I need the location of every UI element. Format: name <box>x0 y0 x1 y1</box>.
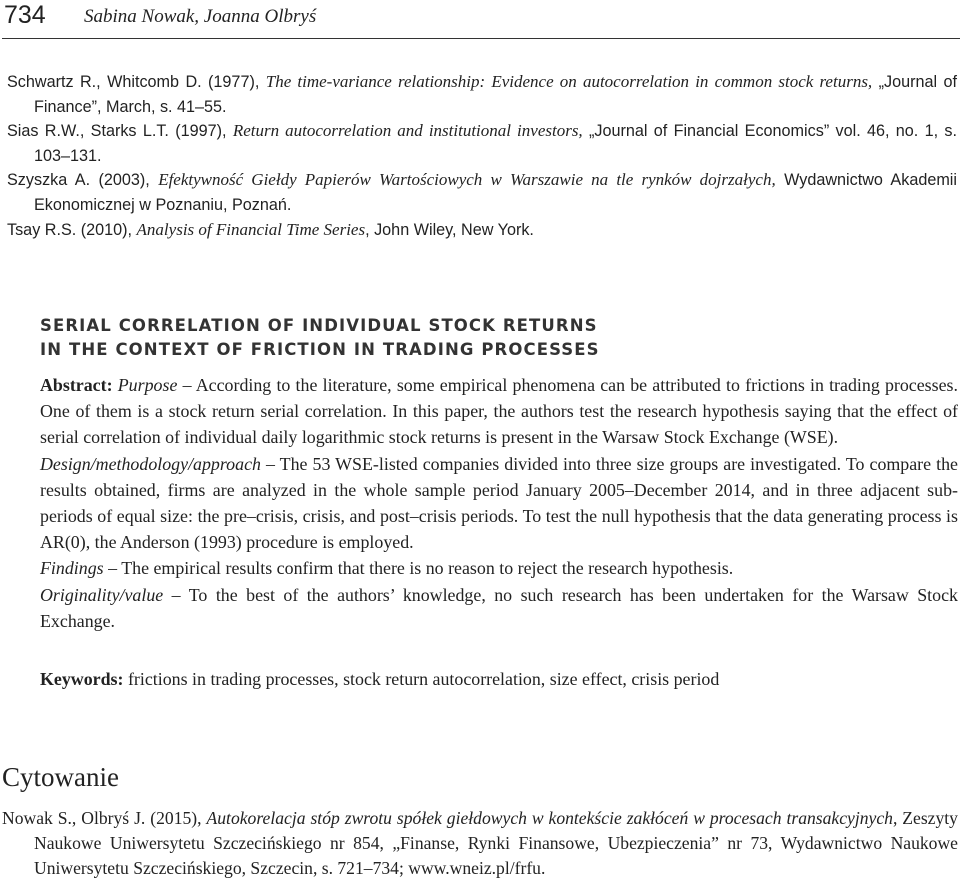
reference-source: „Journal of Finance”, March, s. 41–55. <box>34 73 957 116</box>
keywords-line <box>40 666 958 692</box>
citation-source: , Zeszyty Naukowe Uniwersytetu Szczecińskiego nr 854, „Finanse, Rynki Finansowe, Ubezpieczenia” nr 73, Wydawnictwo Naukowe Uniwersytetu Szczecińskiego, Szczecin, s. 721–734; www.wneiz.pl/frfu. <box>34 808 958 878</box>
english-title-line-2: IN THE CONTEXT OF FRICTION IN TRADING PROCESSES <box>40 340 600 359</box>
purpose-text: – According to the literature, some empirical phenomena can be attributed to frictions in trading processes. One of them is a stock return serial correlation. In this paper, the authors test the research hypothesis saying that the effect of serial correlation of individual daily logarithmic stock returns is present in the Warsaw Stock Exchange (WSE). <box>40 375 958 448</box>
originality-label: Originality/value <box>40 584 164 605</box>
reference-title: Return autocorrelation and institutional investors, <box>232 121 583 141</box>
reference-list <box>7 70 957 242</box>
abstract-section <box>40 372 958 634</box>
findings-label: Findings <box>40 558 104 579</box>
reference-source: , John Wiley, New York. <box>365 220 534 239</box>
reference-title: Analysis of Financial Time Series <box>136 219 366 239</box>
reference-authors: Sias R.W., Starks L.T. (1997), <box>7 122 233 141</box>
purpose-label: Purpose <box>117 375 178 395</box>
reference-source: „Journal of Financial Economics” vol. 46, no. 1, s. 103–131. <box>34 122 957 165</box>
reference-source: Wydawnictwo Akademii Ekonomicznej w Poznaniu, Poznań. <box>34 171 958 214</box>
running-head: Sabina Nowak, Joanna Olbryś <box>84 6 317 27</box>
keywords-label: Keywords: <box>40 669 124 689</box>
reference-authors: Schwartz R., Whitcomb D. (1977), <box>7 73 266 91</box>
reference-item <box>7 70 957 119</box>
citation-text <box>2 806 958 881</box>
design-label: Design/methodology/approach <box>40 453 261 474</box>
abstract-design <box>40 451 958 556</box>
reference-title: Efektywność Giełdy Papierów Wartościowych w Warszawie na tle rynków dojrzałych, <box>158 170 776 190</box>
citation-authors: Nowak S., Olbryś J. (2015), <box>2 808 207 828</box>
findings-text: – The empirical results confirm that there is no reason to reject the research hypothesis. <box>103 558 734 579</box>
reference-item <box>7 119 957 168</box>
citation-heading: Cytowanie <box>2 762 119 792</box>
design-text: – The 53 WSE-listed companies divided into three size groups are investigated. To compare the results obtained, firms are analyzed in the whole sample period January 2005–December 2014, and in three adjacent sub-periods of equal size: the pre–crisis, crisis, and post–crisis periods. To test the null hypothesis that the data generating process is AR(0), the Anderson (1993) procedure is employed. <box>40 453 958 553</box>
reference-item <box>7 168 957 217</box>
reference-title: The time-variance relationship: Evidence on autocorrelation in common stock returns, <box>265 72 873 91</box>
abstract-purpose <box>40 372 958 451</box>
english-article-title <box>40 314 940 362</box>
page-number: 734 <box>4 1 46 29</box>
english-title-line-1: SERIAL CORRELATION OF INDIVIDUAL STOCK RETURNS <box>40 316 598 335</box>
abstract-originality <box>40 582 958 634</box>
reference-authors: Szyszka A. (2003), <box>7 171 159 190</box>
page-header <box>2 0 960 39</box>
reference-authors: Tsay R.S. (2010), <box>7 220 137 239</box>
abstract-label: Abstract: <box>40 375 113 395</box>
abstract-findings <box>40 555 958 581</box>
citation-title: Autokorelacja stóp zwrotu spółek giełdowych w kontekście zakłóceń w procesach transakcyjnych <box>206 808 893 828</box>
keywords-text: frictions in trading processes, stock return autocorrelation, size effect, crisis period <box>123 669 720 689</box>
reference-item <box>7 218 957 243</box>
originality-text: – To the best of the authors’ knowledge, no such research has been undertaken for the Warsaw Stock Exchange. <box>40 584 958 631</box>
